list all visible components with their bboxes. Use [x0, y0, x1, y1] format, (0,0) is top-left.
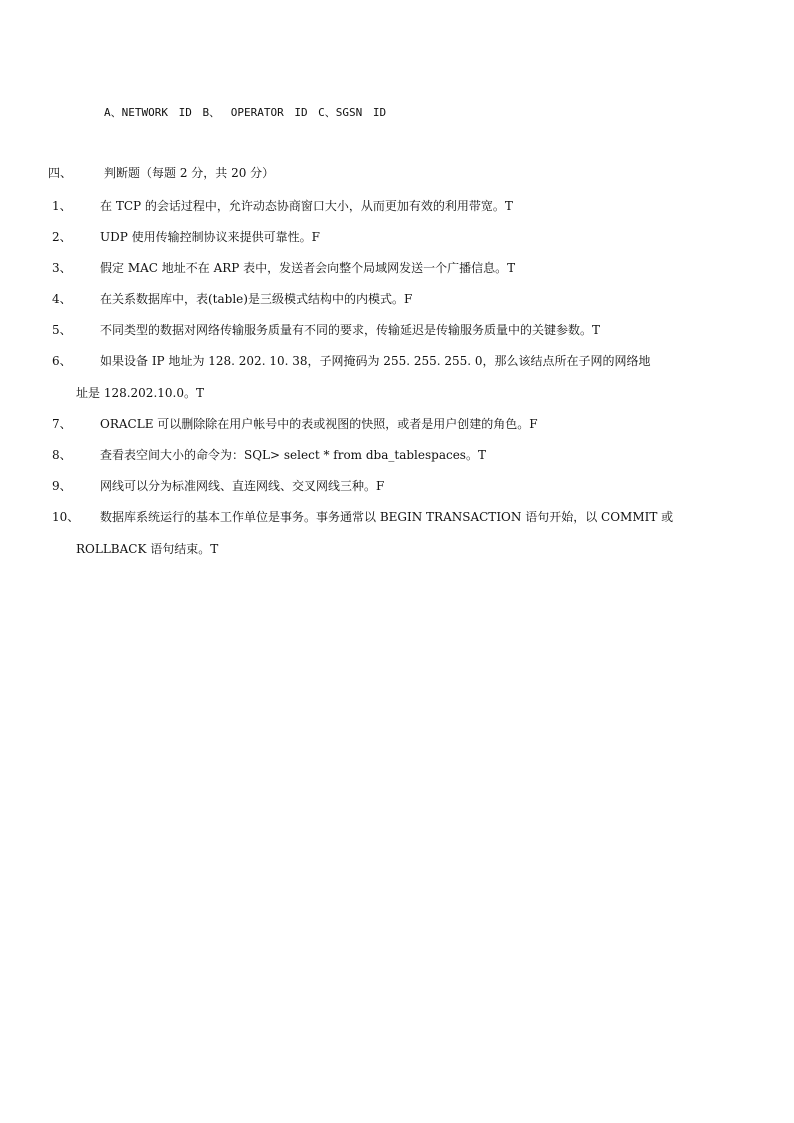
question-text: 不同类型的数据对网络传输服务质量有不同的要求，传输延迟是传输服务质量中的关键参数。T — [100, 323, 601, 337]
question-text: 网线可以分为标准网线、直连网线、交叉网线三种。F — [100, 479, 385, 493]
question-number: 1、 — [52, 199, 72, 213]
question-text: 在 TCP 的会话过程中，允许动态协商窗口大小，从而更加有效的利用带宽。T — [100, 199, 513, 213]
question-number: 10、 — [52, 510, 80, 524]
question-text-continued: ROLLBACK 语句结束。T — [76, 542, 219, 556]
options-line: A、NETWORK ID B、 OPERATOR ID C、SGSN ID — [104, 106, 387, 119]
section-title: 判断题（每题 2 分，共 20 分） — [104, 166, 275, 180]
question-number: 6、 — [52, 354, 72, 368]
question-number: 5、 — [52, 323, 72, 337]
question-number: 7、 — [52, 417, 72, 431]
question-text: 数据库系统运行的基本工作单位是事务。事务通常以 BEGIN TRANSACTION 语句开始，以 COMMIT 或 — [100, 510, 674, 524]
question-text: ORACLE 可以删除除在用户帐号中的表或视图的快照，或者是用户创建的角色。F — [100, 417, 538, 431]
question-number: 8、 — [52, 448, 72, 462]
question-text-continued: 址是 128.202.10.0。T — [76, 386, 204, 400]
question-text: 如果设备 IP 地址为 128. 202. 10. 38，子网掩码为 255. 255. 255. 0，那么该结点所在子网的网络地 — [100, 354, 651, 368]
question-text: UDP 使用传输控制协议来提供可靠性。F — [100, 230, 320, 244]
question-text: 假定 MAC 地址不在 ARP 表中，发送者会向整个局域网发送一个广播信息。T — [100, 261, 516, 275]
question-number: 2、 — [52, 230, 72, 244]
question-number: 9、 — [52, 479, 72, 493]
question-number: 3、 — [52, 261, 72, 275]
section-number: 四、 — [48, 166, 73, 180]
question-text: 查看表空间大小的命令为：SQL> select * from dba_tablespaces。T — [100, 448, 486, 462]
question-number: 4、 — [52, 292, 72, 306]
question-text: 在关系数据库中，表(table)是三级模式结构中的内模式。F — [100, 292, 413, 306]
